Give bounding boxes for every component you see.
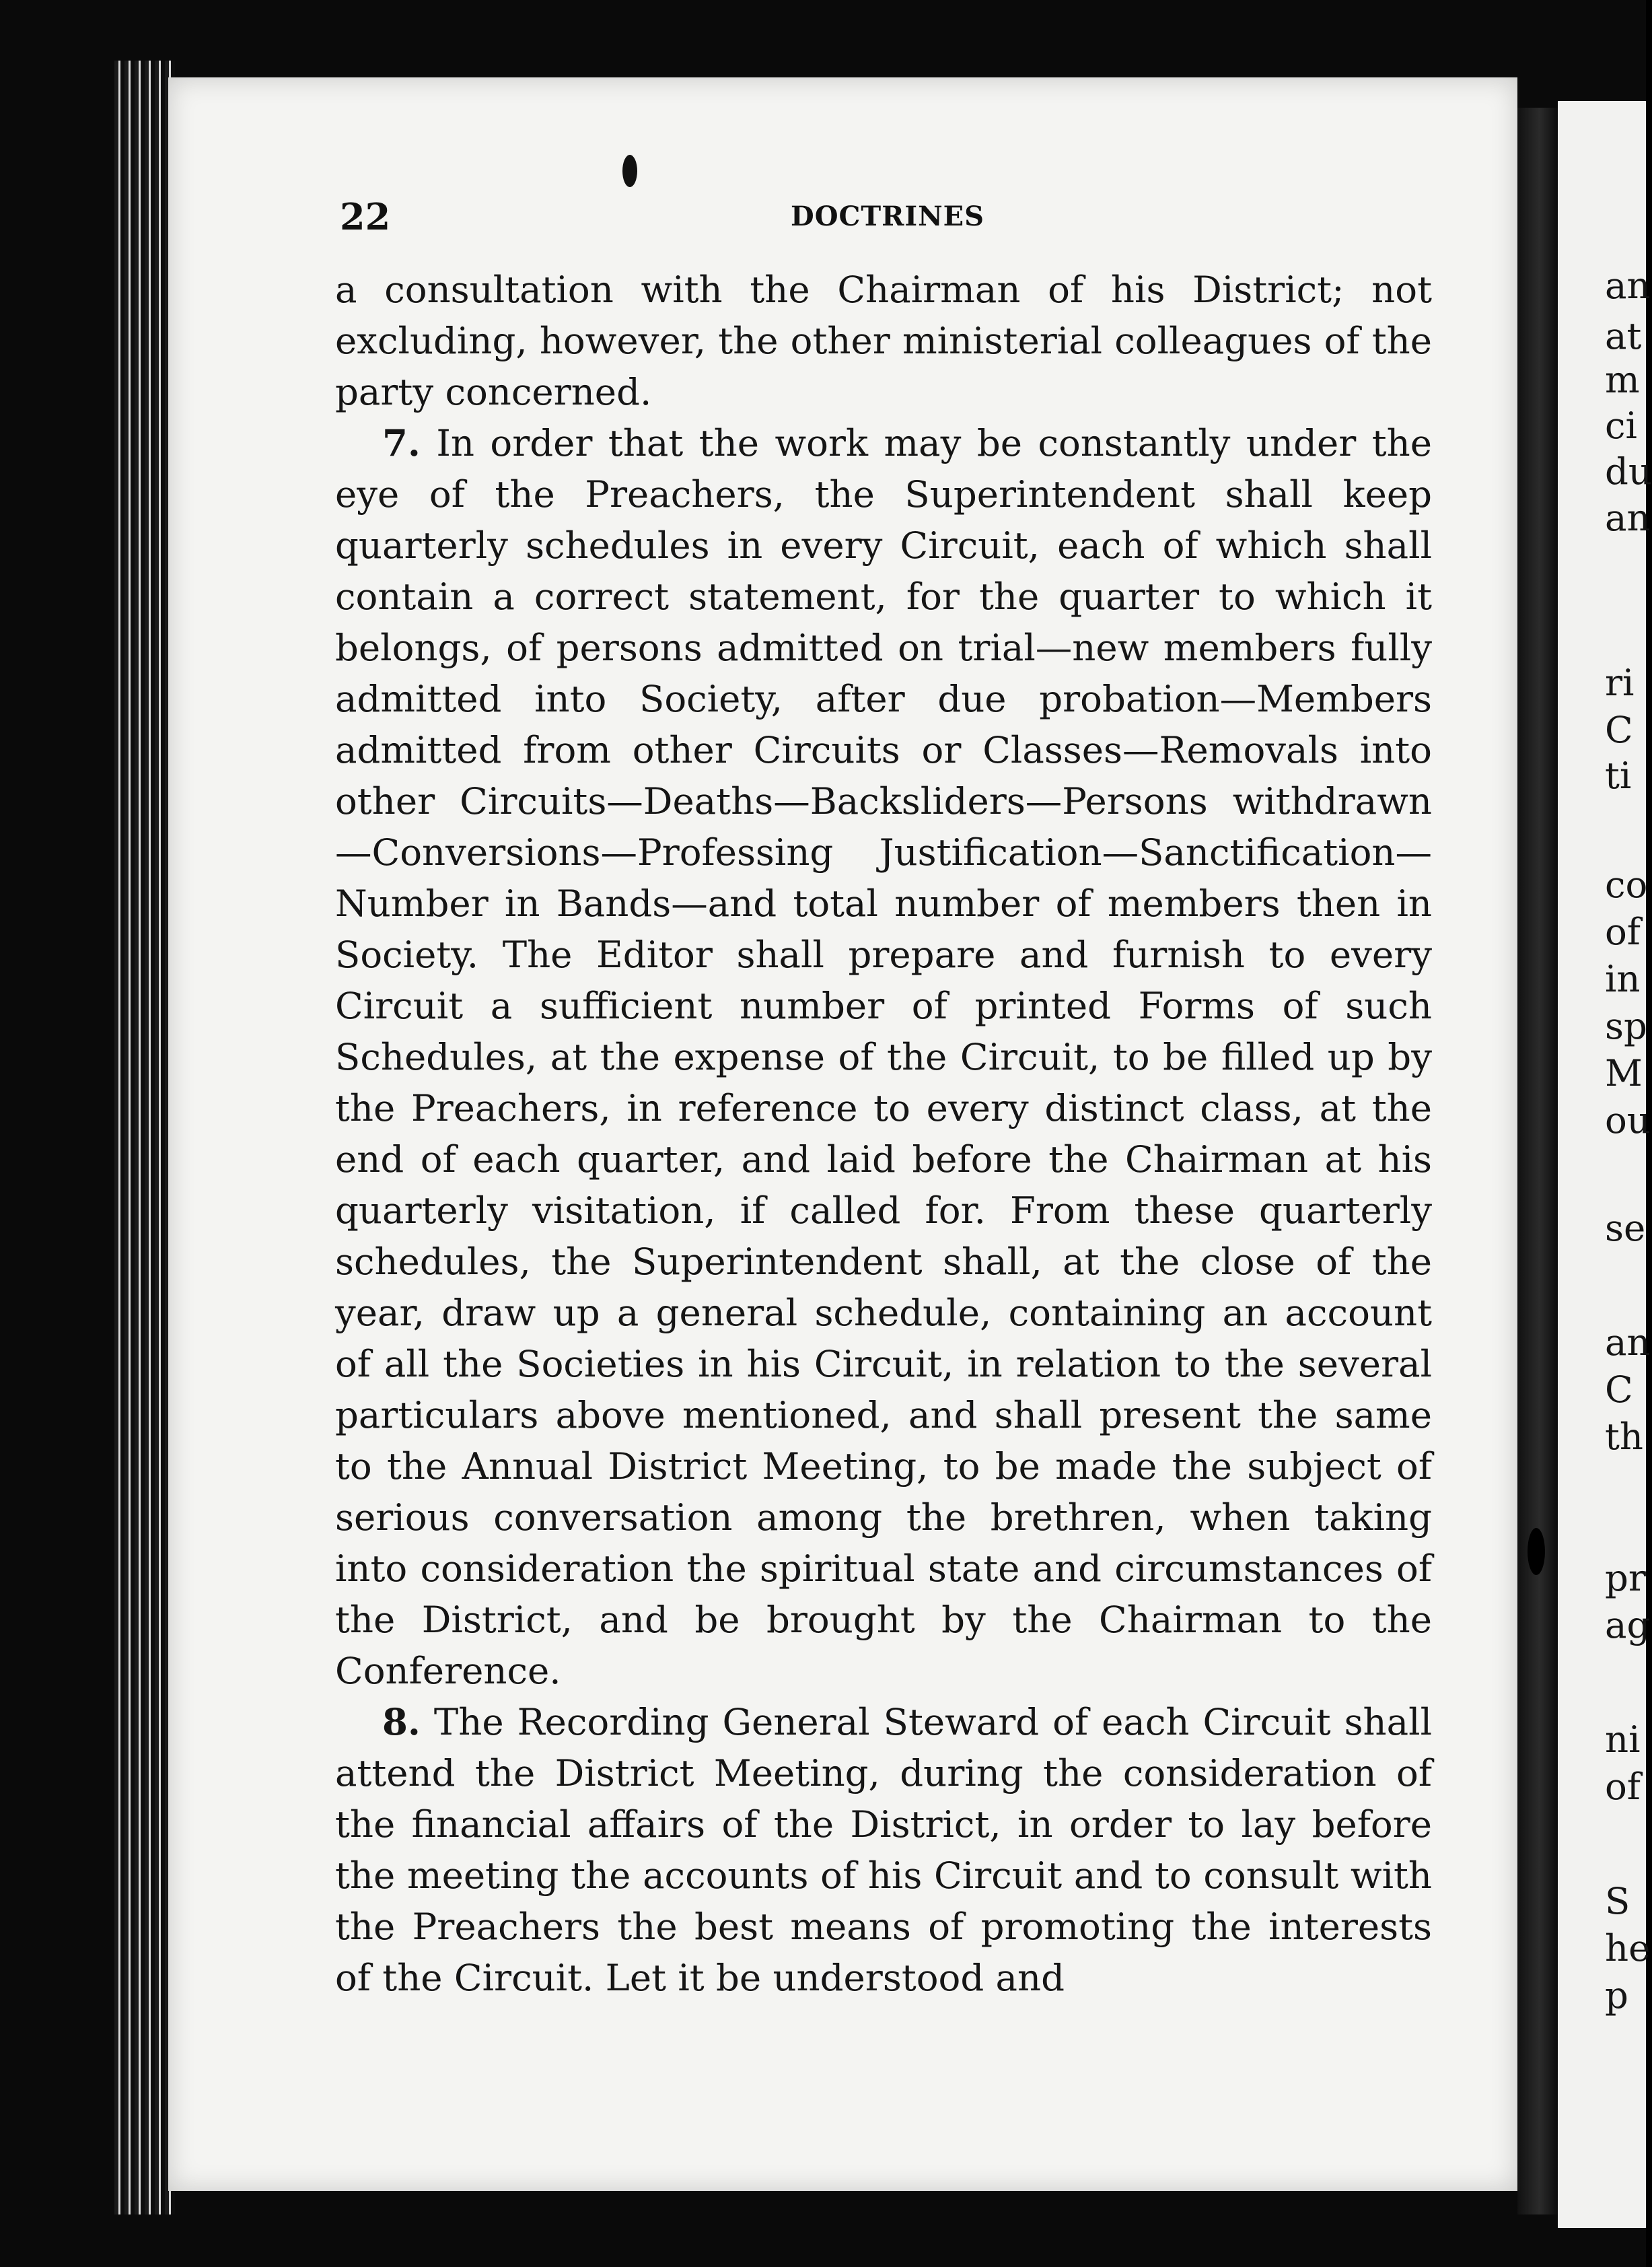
facing-page-fragment: in (1605, 957, 1641, 1000)
paragraph-8-number: 8. (382, 1700, 421, 1743)
paragraph-7-number: 7. (382, 421, 421, 464)
paragraph-7 (335, 417, 1432, 1696)
running-head: DOCTRINES (791, 201, 985, 232)
facing-page-text (1605, 264, 1652, 2081)
page-header (340, 195, 1430, 242)
facing-page-fragment: of (1605, 1765, 1641, 1808)
facing-page-fragment: he (1605, 1926, 1651, 1969)
facing-page-fragment: sp (1605, 1004, 1647, 1047)
gutter-blot (1528, 1528, 1545, 1575)
facing-page-fragment: an (1605, 264, 1651, 307)
ink-blot (622, 155, 637, 187)
facing-page-fragment: ou (1605, 1098, 1651, 1142)
facing-page-fragment: of (1605, 910, 1641, 953)
facing-page-fragment: ci (1605, 404, 1637, 447)
book-gutter (1517, 108, 1558, 2214)
facing-page-fragment: se (1605, 1206, 1646, 1249)
facing-page-fragment: ag (1605, 1603, 1651, 1646)
facing-page-fragment: S (1605, 1879, 1630, 1922)
facing-page-fragment: C (1605, 708, 1633, 751)
facing-page-fragment: ni (1605, 1718, 1641, 1761)
facing-page-fragment: an (1605, 496, 1651, 539)
facing-page-fragment: co (1605, 863, 1648, 906)
continuation-paragraph: a consultation with the Chairman of his District; not excluding, however, the other ministerial colleagues of the party concerned. (335, 268, 1432, 413)
facing-page-fragment: an (1605, 1321, 1651, 1364)
facing-page-fragment: pr (1605, 1556, 1646, 1599)
paragraph-8-text: The Recording General Steward of each Circuit shall attend the District Meeting, during the consideration of the financial affairs of the District, in order to lay before the meeting the accounts of his Circuit and to consult with the Preachers the best means of promoting the interests of the Circuit. Let it be understood and (335, 1700, 1432, 1999)
page-edges (114, 61, 175, 2214)
facing-page-fragment: at (1605, 314, 1642, 357)
facing-page-fragment: du (1605, 450, 1652, 493)
facing-page-fragment: ti (1605, 754, 1632, 797)
facing-page-fragment: p (1605, 1974, 1628, 2017)
body-text (335, 264, 1432, 2003)
facing-page-fragment: M (1605, 1051, 1643, 1094)
paragraph-7-text: In order that the work may be constantly under the eye of the Preachers, the Superintendent shall keep quarterly schedules in every Circuit, each of which shall contain a correct statement, for the quarter to which it belongs, of persons admitted on trial—new members fully admitted into Society, after due probation—Members admitted from other Circuits or Classes—Removals into other Circuits—Deaths—Backsliders—Persons withdrawn—Conversions—Professing Justification—Sanctification—Number in Bands—and total number of members then in Society. The Editor shall prepare and furnish to every Circuit a sufficient number of printed Forms of such Schedules, at the expense of the Circuit, to be filled up by the Preachers, in reference to every distinct class, at the end of each quarter, and laid before the Chairman at his quarterly visitation, if called for. From these quarterly schedules, the Superintendent shall, at the close of the year, draw up a general schedule, containing an account of all the Societies in his Circuit, in relation to the several particulars above mentioned, and shall present the same to the Annual District Meeting, to be made the subject of serious conversation among the brethren, when taking into consideration the spiritual state and circumstances of the District, and be brought by the Chairman to the Conference. (335, 421, 1432, 1692)
page-number: 22 (340, 195, 391, 238)
facing-page-fragment: th (1605, 1415, 1644, 1458)
paragraph-8 (335, 1696, 1432, 2003)
facing-page-fragment: ri (1605, 661, 1635, 704)
facing-page-fragment: m (1605, 358, 1640, 401)
facing-page-fragment: C (1605, 1368, 1633, 1411)
